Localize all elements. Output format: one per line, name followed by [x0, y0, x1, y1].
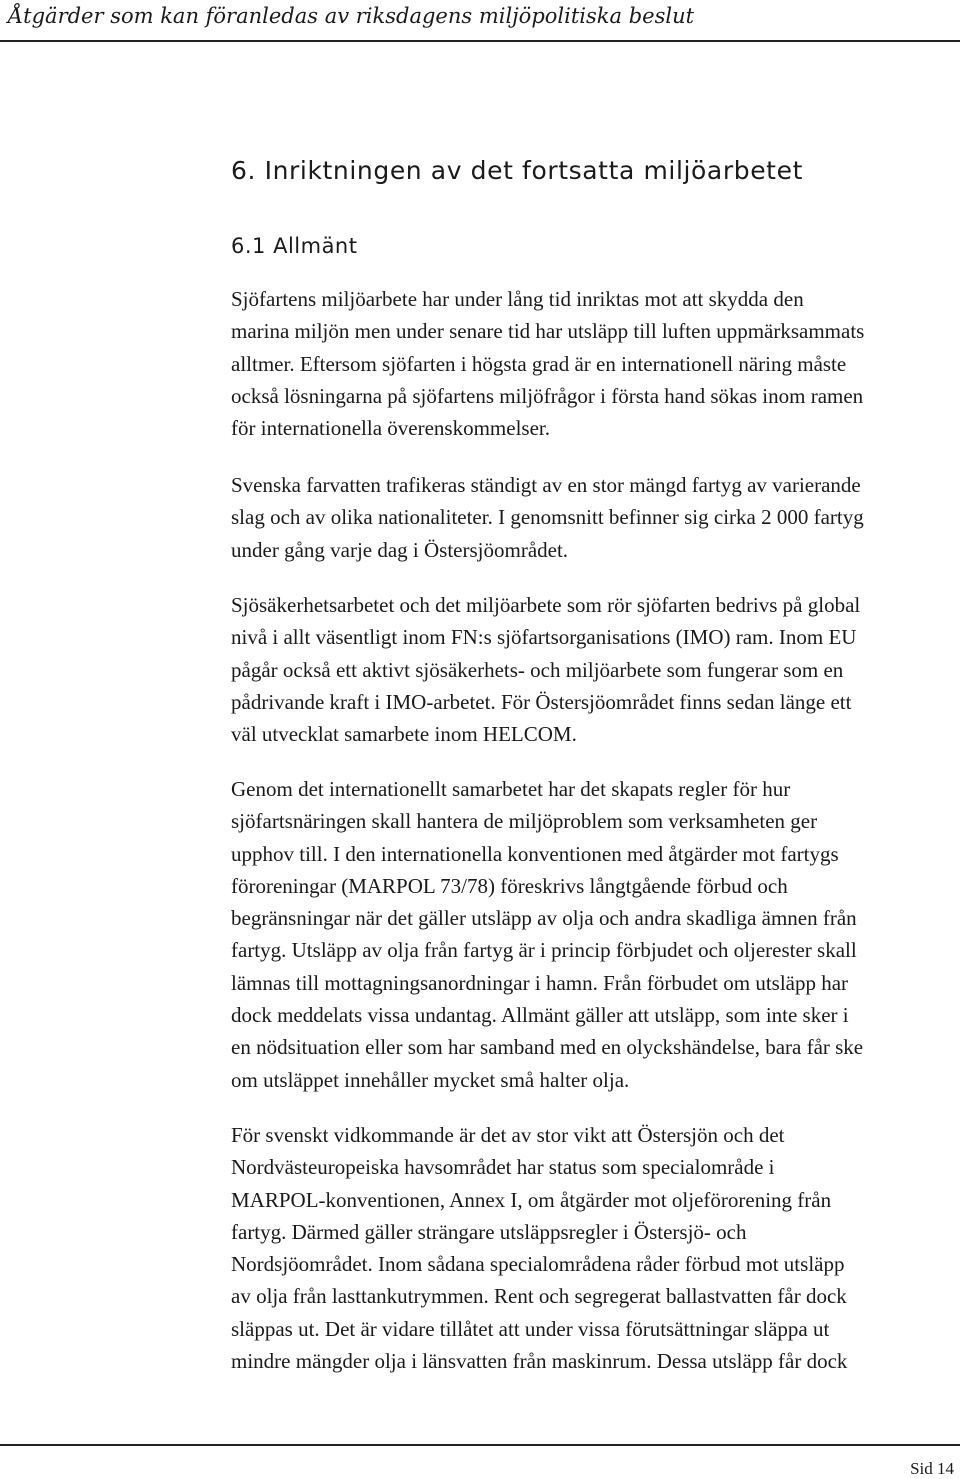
text-line: nivå i allt väsentligt inom FN:s sjöfartsorganisations (IMO) ram. Inom EU — [231, 625, 857, 650]
text-line: marina miljön men under senare tid har utsläpp till luften uppmärksammats — [231, 319, 865, 344]
subsection-heading: 6.1 Allmänt — [231, 234, 358, 258]
text-line: Sjösäkerhetsarbetet och det miljöarbete som rör sjöfarten bedrivs på global — [231, 593, 861, 617]
paragraph-3 — [231, 589, 960, 750]
text-line: under gång varje dag i Östersjöområdet. — [231, 537, 569, 562]
text-line: MARPOL-konventionen, Annex I, om åtgärder mot oljeförorening från — [231, 1187, 832, 1212]
text-line: pådrivande kraft i IMO-arbetet. För Östersjöområdet finns sedan länge ett — [231, 689, 852, 714]
text-line: Nordsjöområdet. Inom sådana specialområdena råder förbud mot utsläpp — [231, 1252, 845, 1277]
text-line: av olja från lasttankutrymmen. Rent och segregerat ballastvatten får dock — [231, 1284, 847, 1309]
text-line: också lösningarna på sjöfartens miljöfrågor i första hand sökas inom ramen — [231, 383, 864, 408]
paragraph-2 — [231, 469, 960, 566]
footer-divider — [0, 1444, 960, 1446]
header-divider — [0, 40, 960, 42]
text-line: alltmer. Eftersom sjöfarten i högsta grad är en internationell näring måste — [231, 351, 847, 376]
text-line: föroreningar (MARPOL 73/78) föreskrivs långtgående förbud och — [231, 873, 788, 898]
paragraph-1 — [231, 283, 960, 444]
text-line: upphov till. I den internationella konventionen med åtgärder mot fartygs — [231, 841, 839, 866]
text-line: pågår också ett aktivt sjösäkerhets- och miljöarbete som fungerar som en — [231, 657, 844, 682]
text-line: för internationella överenskommelser. — [231, 416, 550, 441]
running-header: Åtgärder som kan föranledas av riksdagens miljöpolitiska beslut — [8, 4, 695, 28]
paragraph-5 — [231, 1119, 960, 1377]
text-line: fartyg. Därmed gäller strängare utsläppsregler i Östersjö- och — [231, 1219, 747, 1244]
section-heading: 6. Inriktningen av det fortsatta miljöarbetet — [231, 156, 803, 185]
text-line: Nordvästeuropeiska havsområdet har status som specialområde i — [231, 1155, 775, 1180]
text-line: om utsläppet innehåller mycket små halter olja. — [231, 1067, 630, 1092]
text-line: Sjöfartens miljöarbete har under lång tid inriktas mot att skydda den — [231, 287, 804, 311]
paragraph-4 — [231, 773, 960, 1096]
text-line: släppas ut. Det är vidare tillåtet att under vissa förutsättningar släppa ut — [231, 1316, 830, 1341]
text-line: fartyg. Utsläpp av olja från fartyg är i princip förbjudet och oljerester skall — [231, 938, 857, 963]
text-line: mindre mängder olja i länsvatten från maskinrum. Dessa utsläpp får dock — [231, 1349, 848, 1374]
text-line: slag och av olika nationaliteter. I genomsnitt befinner sig cirka 2 000 fartyg — [231, 505, 864, 530]
text-line: väl utvecklat samarbete inom HELCOM. — [231, 722, 577, 747]
page-number: Sid 14 — [910, 1459, 954, 1478]
text-line: dock meddelats vissa undantag. Allmänt gäller att utsläpp, som inte sker i — [231, 1003, 849, 1028]
text-line: sjöfartsnäringen skall hantera de miljöproblem som verksamheten ger — [231, 809, 818, 834]
text-line: en nödsituation eller som har samband med en olyckshändelse, bara får ske — [231, 1035, 864, 1060]
text-line: lämnas till mottagningsanordningar i hamn. Från förbudet om utsläpp har — [231, 970, 849, 995]
text-line: begränsningar när det gäller utsläpp av olja och andra skadliga ämnen från — [231, 906, 857, 931]
text-line: För svenskt vidkommande är det av stor vikt att Östersjön och det — [231, 1123, 785, 1147]
text-line: Genom det internationellt samarbetet har det skapats regler för hur — [231, 777, 791, 801]
text-line: Svenska farvatten trafikeras ständigt av en stor mängd fartyg av varierande — [231, 473, 861, 497]
